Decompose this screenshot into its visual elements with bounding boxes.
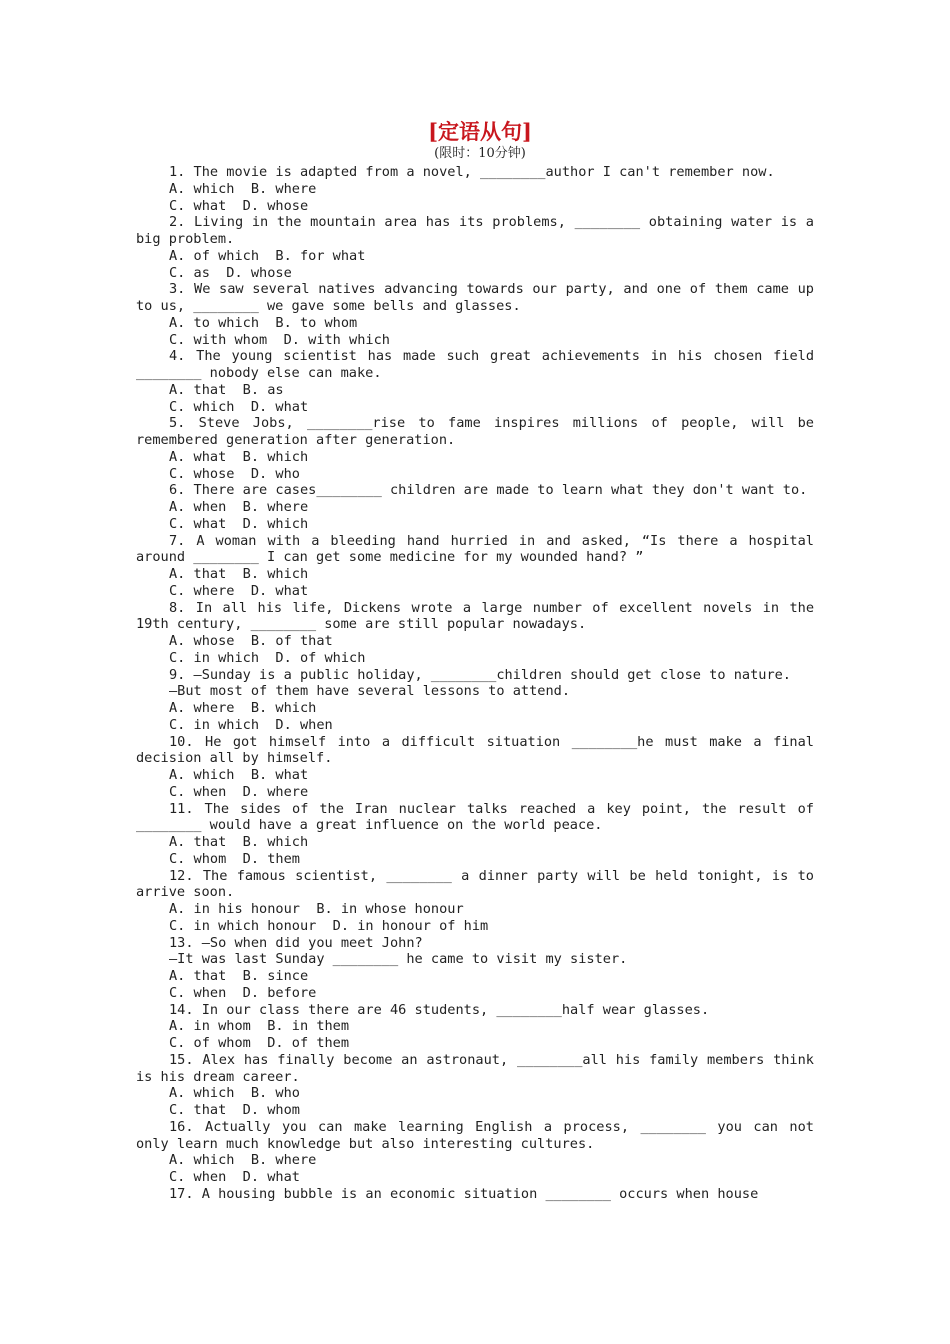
question-item — [136, 532, 823, 600]
worksheet-page — [136, 118, 823, 1203]
answer-options: C. in which D. when — [169, 716, 333, 733]
question-stem: 7. A woman with a bleeding hand hurried in and asked, “Is there a hospital around ________ I can get some medicine for my wounded hand? ” — [136, 532, 823, 566]
answer-options: A. where B. which — [169, 700, 317, 716]
answer-options: C. where D. what — [169, 582, 309, 599]
dialogue-line: —But most of them have several lessons to attend. — [169, 683, 571, 700]
question-stem: 11. The sides of the Iran nuclear talks reached a key point, the result of ________ would have a great influence on the world peace. — [136, 800, 823, 834]
answer-options: A. that B. since — [169, 968, 309, 984]
question-stem: 1. The movie is adapted from a novel, ________author I can't remember now. — [169, 164, 775, 180]
answer-options: A. of which B. for what — [169, 247, 366, 264]
answer-options: C. with whom D. with which — [169, 331, 390, 348]
answer-options: C. which D. what — [169, 398, 309, 415]
answer-options: C. what D. which — [169, 515, 309, 532]
question-item — [136, 1118, 823, 1186]
answer-options: C. when D. before — [169, 984, 317, 1001]
answer-options: C. that D. whom — [169, 1102, 300, 1118]
answer-options: A. in his honour B. in whose honour — [169, 901, 464, 917]
answer-options: A. that B. which — [169, 566, 309, 582]
answer-options: A. which B. what — [169, 767, 309, 783]
question-stem: 4. The young scientist has made such great achievements in his chosen field ________ nobody else can make. — [136, 348, 823, 381]
question-stem: 9. —Sunday is a public holiday, ________children should get close to nature. — [169, 666, 791, 683]
answer-options: A. which B. where — [169, 1152, 317, 1169]
question-item — [136, 214, 823, 281]
question-stem: 2. Living in the mountain area has its problems, ________ obtaining water is a big problem. — [136, 214, 823, 247]
question-stem: 16. Actually you can make learning English a process, ________ you can not only learn much knowledge but also interesting cultures. — [136, 1118, 823, 1152]
answer-options: C. what D. whose — [169, 197, 309, 214]
question-item — [136, 1051, 823, 1119]
question-item — [136, 935, 814, 1002]
question-stem: 5. Steve Jobs, ________rise to fame inspires millions of people, will be remembered generation after generation. — [136, 415, 823, 448]
question-item — [136, 667, 814, 734]
question-stem: 14. In our class there are 46 students, ________half wear glasses. — [169, 1001, 710, 1018]
time-limit-subtitle: (限时：10分钟) — [434, 146, 526, 161]
answer-options: A. in whom B. in them — [169, 1018, 350, 1035]
answer-options: C. when D. what — [169, 1169, 300, 1185]
answer-options: A. what B. which — [169, 448, 309, 465]
question-item — [136, 867, 823, 935]
question-stem: 6. There are cases________ children are made to learn what they don't want to. — [169, 482, 808, 499]
dialogue-line: —It was last Sunday ________ he came to visit my sister. — [169, 951, 628, 968]
question-item — [136, 281, 823, 348]
question-item — [136, 415, 823, 482]
answer-options: C. of whom D. of them — [169, 1035, 350, 1051]
question-item — [136, 1002, 814, 1052]
question-stem: 13. —So when did you meet John? — [169, 934, 423, 951]
question-item — [136, 599, 823, 667]
page-title: [定语从句] — [428, 119, 532, 144]
question-list — [136, 164, 823, 1203]
question-item — [136, 482, 814, 532]
question-stem: 3. We saw several natives advancing towards our party, and one of them came up to us, ________ we gave some bells and glasses. — [136, 281, 823, 314]
answer-options: A. whose B. of that — [169, 633, 333, 649]
answer-options: A. to which B. to whom — [169, 314, 358, 331]
answer-options: C. in which honour D. in honour of him — [169, 917, 489, 934]
answer-options: C. when D. where — [169, 783, 309, 800]
question-item — [136, 164, 814, 214]
answer-options: C. in which D. of which — [169, 649, 366, 666]
answer-options: A. which B. who — [169, 1085, 300, 1102]
answer-options: A. which B. where — [169, 180, 317, 197]
answer-options: A. when B. where — [169, 499, 309, 515]
answer-options: A. that B. as — [169, 381, 284, 398]
answer-options: C. whom D. them — [169, 850, 300, 867]
answer-options: A. that B. which — [169, 834, 309, 850]
question-stem: 15. Alex has finally become an astronaut, ________all his family members think is his dream career. — [136, 1051, 823, 1085]
answer-options: C. as D. whose — [169, 264, 292, 281]
question-item — [136, 733, 823, 801]
question-item — [136, 1186, 814, 1203]
question-stem: 17. A housing bubble is an economic situation ________ occurs when house — [169, 1185, 759, 1202]
question-stem: 10. He got himself into a difficult situation ________he must make a final decision all by himself. — [136, 733, 823, 767]
answer-options: C. whose D. who — [169, 465, 300, 482]
question-item — [136, 348, 823, 415]
question-stem: 8. In all his life, Dickens wrote a large number of excellent novels in the 19th century, ________ some are still popular nowadays. — [136, 599, 823, 633]
question-stem: 12. The famous scientist, ________ a dinner party will be held tonight, is to arrive soon. — [136, 867, 823, 901]
question-item — [136, 800, 823, 868]
